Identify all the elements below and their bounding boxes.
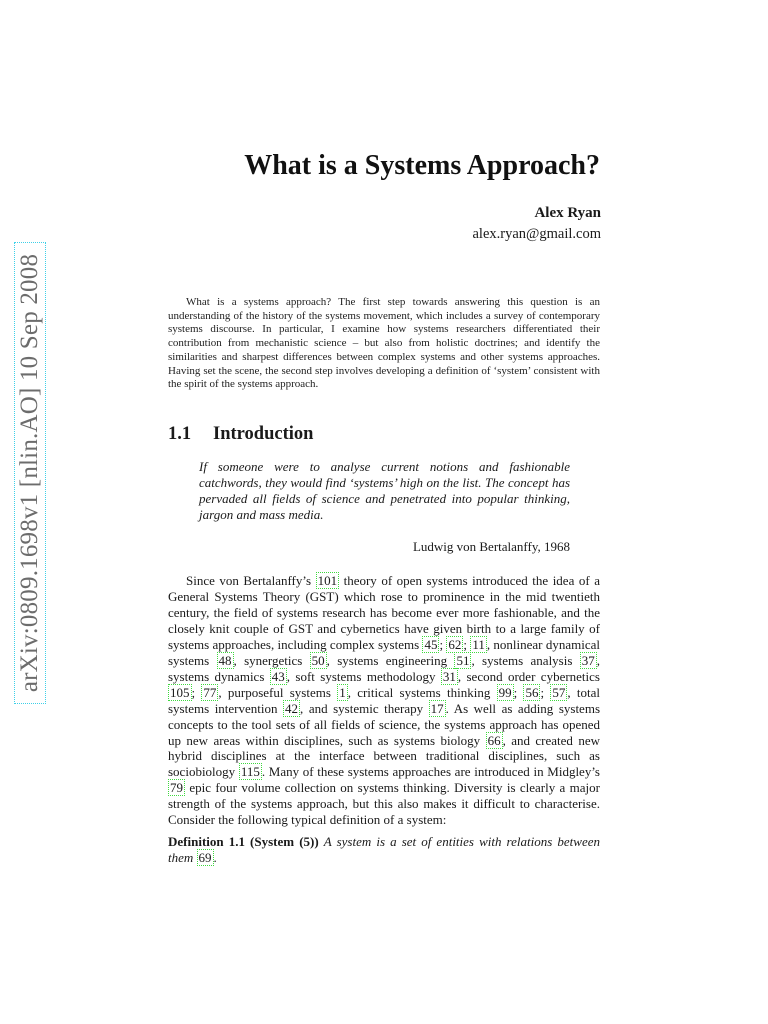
citation-link[interactable]: 101 [317,573,338,588]
author-email: alex.ryan@gmail.com [472,226,601,242]
citation-link[interactable]: 62 [448,636,462,652]
paragraph-text: , soft systems methodology [286,668,441,684]
citation-link[interactable]: 79 [170,780,183,796]
paragraph-text: , second order cybernetics [457,668,600,684]
abstract: What is a systems approach? The first step towards answering this question is an understanding of the history of the systems movement, which includes a survey of contemporary systems discourse. In particular, I examine how systems researchers differentiated their contribution from mechanistic science – but also from holistic doctrines; and identify the similarities and sharpest differences between complex systems and other systems approaches. Having set the scene, the second step involves developing a definition of ‘system’ consistent with the spirit of the systems approach. [168,296,600,391]
citation-link[interactable]: 57 [552,684,566,700]
definition-label: Definition 1.1 (System (5)) [168,834,319,849]
paragraph-text: , total systems intervention [168,684,600,716]
citation-link[interactable]: 56 [525,684,539,700]
citation-link[interactable]: 45 [424,636,438,652]
paragraph-text: , nonlinear dynamical systems [168,636,600,668]
citation-link[interactable]: 51 [456,652,470,668]
arxiv-identifier: arXiv:0809.1698v1 [nlin.AO] 10 Sep 2008 [16,253,44,693]
citation-link[interactable]: 115 [240,764,260,780]
intro-paragraph [168,573,600,828]
paragraph-text: , and systemic therapy [300,700,429,716]
citation-link[interactable]: 48 [218,652,232,668]
definition-block [168,834,600,866]
citation-link[interactable]: 50 [311,652,325,668]
paragraph-text: , critical systems thinking [347,684,497,700]
citation-link[interactable]: 99 [498,684,512,700]
paragraph-text: , systems analysis [471,652,580,668]
citation-link[interactable]: 105 [170,684,190,700]
citation-link[interactable]: 77 [203,684,217,700]
citation-link[interactable]: 43 [271,668,285,684]
paragraph-text: . As well as adding systems concepts to the tool sets of all fields of science, the systems approach has opened up new areas within disciplines, such as systems biology [168,700,600,748]
citation-link[interactable]: 69 [198,850,212,865]
paper-title: What is a Systems Approach? [244,150,600,181]
section-title: Introduction [213,424,314,444]
author-name: Alex Ryan [534,205,601,221]
paragraph-text: epic four volume collection on systems thinking. Diversity is clearly a major strength of the systems approach, but this also makes it difficult to characterise. Consider the following typical definition of a system: [168,780,600,828]
paragraph-text: , purposeful systems [218,684,338,700]
paragraph-text: , systems dynamics [168,652,600,684]
section-heading [168,424,313,445]
citation-link[interactable]: 11 [472,636,485,652]
paragraph-text: . Many of these systems approaches are introduced in Midgley’s [261,764,600,780]
citation-link[interactable]: 31 [442,668,456,684]
paragraph-text: Since von Bertalanffy’s [186,573,316,588]
citation-link[interactable]: 66 [487,732,501,748]
paragraph-text: , systems engineering [326,652,455,668]
paragraph-text: ; [191,684,202,700]
paragraph-text: ; [439,636,447,652]
citation-link[interactable]: 1 [339,684,346,700]
definition-text: A system is a set of entities with relations between them [168,834,600,865]
paragraph-text: ; [540,684,551,700]
epigraph-quote: If someone were to analyse current notions and fashionable catchwords, they would find ‘systems’ high on the list. The concept has pervaded all fields of science and penetrated into popular thinking, jargon and mass media. [199,459,570,522]
epigraph-attribution: Ludwig von Bertalanffy, 1968 [412,539,570,554]
paragraph-text: theory of open systems introduced the idea of a General Systems Theory (GST) which rose to prominence in the mid twentieth century, the field of systems research has become ever more fashionable, and the closely knit couple of GST and cybernetics have given birth to a large family of systems approaches, including complex systems [168,573,600,652]
paragraph-text: , synergetics [233,652,310,668]
citation-link[interactable]: 37 [581,652,595,668]
section-number: 1.1 [168,424,192,444]
citation-link[interactable]: 17 [430,700,444,716]
definition-end: . [213,850,217,865]
paragraph-text: ; [463,636,471,652]
paragraph-text: ; [513,684,524,700]
citation-link[interactable]: 42 [285,700,299,716]
paragraph-text: , and created new hybrid disciplines at the interface between traditional disciplines, such as sociobiology [168,732,600,780]
arxiv-stamp[interactable] [14,242,46,704]
